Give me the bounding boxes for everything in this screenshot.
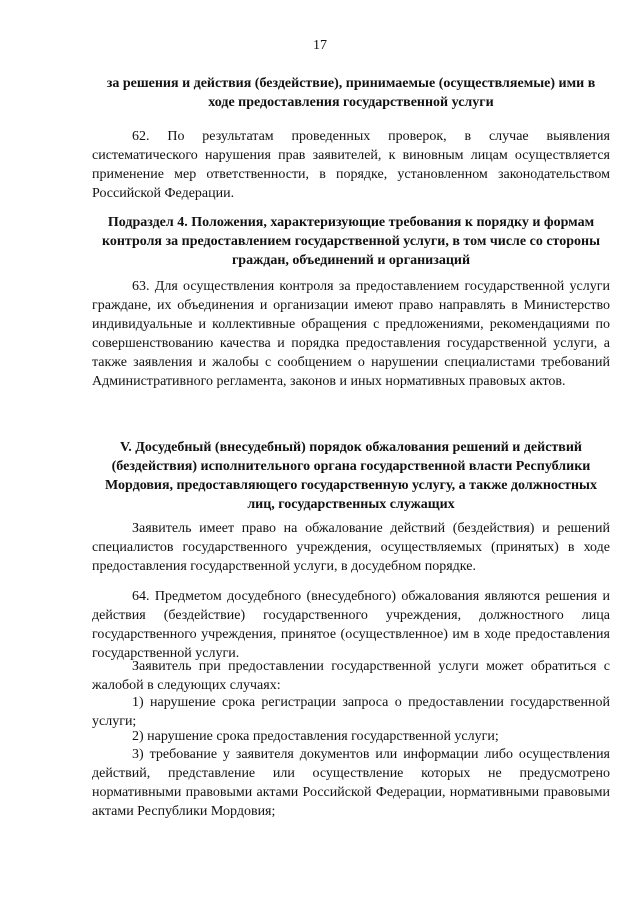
- list-item-3: 3) требование у заявителя документов или информации либо осуществления действий, представление или осуществление которых не предусмотрено нормативными правовыми актами Российской Федерации, нормативными правовыми актами Республики Мордовия;: [92, 747, 610, 819]
- list-item-2: 2) нарушение срока предоставления государственной услуги;: [132, 729, 499, 744]
- section-heading-continuation: за решения и действия (бездействие), принимаемые (осуществляемые) ими в ходе предоставления государственной услуги: [106, 76, 596, 110]
- page-number: 17: [313, 38, 327, 53]
- subsection-4-heading: Подраздел 4. Положения, характеризующие требования к порядку и формам контроля за предоставлением государственной услуги, в том числе со стороны граждан, объединений и организаций: [101, 215, 601, 268]
- paragraph-64: 64. Предметом досудебного (внесудебного) обжалования являются решения и действия (бездействие) государственного учреждения, должностного лица государственного учреждения, принятое (осуществленное) им в ходе предоставления государственной услуги.: [92, 589, 610, 661]
- list-item-1: 1) нарушение срока регистрации запроса о предоставлении государственной услуги;: [92, 695, 610, 729]
- paragraph-62: 62. По результатам проведенных проверок, в случае выявления систематического нарушения прав заявителей, к виновным лицам осуществляется применение мер ответственности, в порядке, установленном законодательством Российской Федерации.: [92, 129, 610, 201]
- paragraph-appeal-right: Заявитель имеет право на обжалование действий (бездействия) и решений специалистов государственного учреждения, осуществляемых (принятых) в ходе предоставления государственной услуги, в досудебном порядке.: [92, 521, 610, 574]
- paragraph-complaint-cases: Заявитель при предоставлении государственной услуги может обратиться с жалобой в следующих случаях:: [92, 659, 610, 693]
- paragraph-63: 63. Для осуществления контроля за предоставлением государственной услуги граждане, их объединения и организации имеют право направлять в Министерство индивидуальные и коллективные обращения с предложениями, рекомендациями по совершенствованию качества и порядка предоставления государственной услуги, а также заявления и жалобы с сообщением о нарушении специалистами требований Административного регламента, законов и иных нормативных правовых актов.: [92, 279, 610, 389]
- section-5-heading: V. Досудебный (внесудебный) порядок обжалования решений и действий (бездействия) исполнительного органа государственной власти Республики Мордовия, предоставляющего государственную услугу, а также должностных лиц, государственных служащих: [104, 440, 597, 512]
